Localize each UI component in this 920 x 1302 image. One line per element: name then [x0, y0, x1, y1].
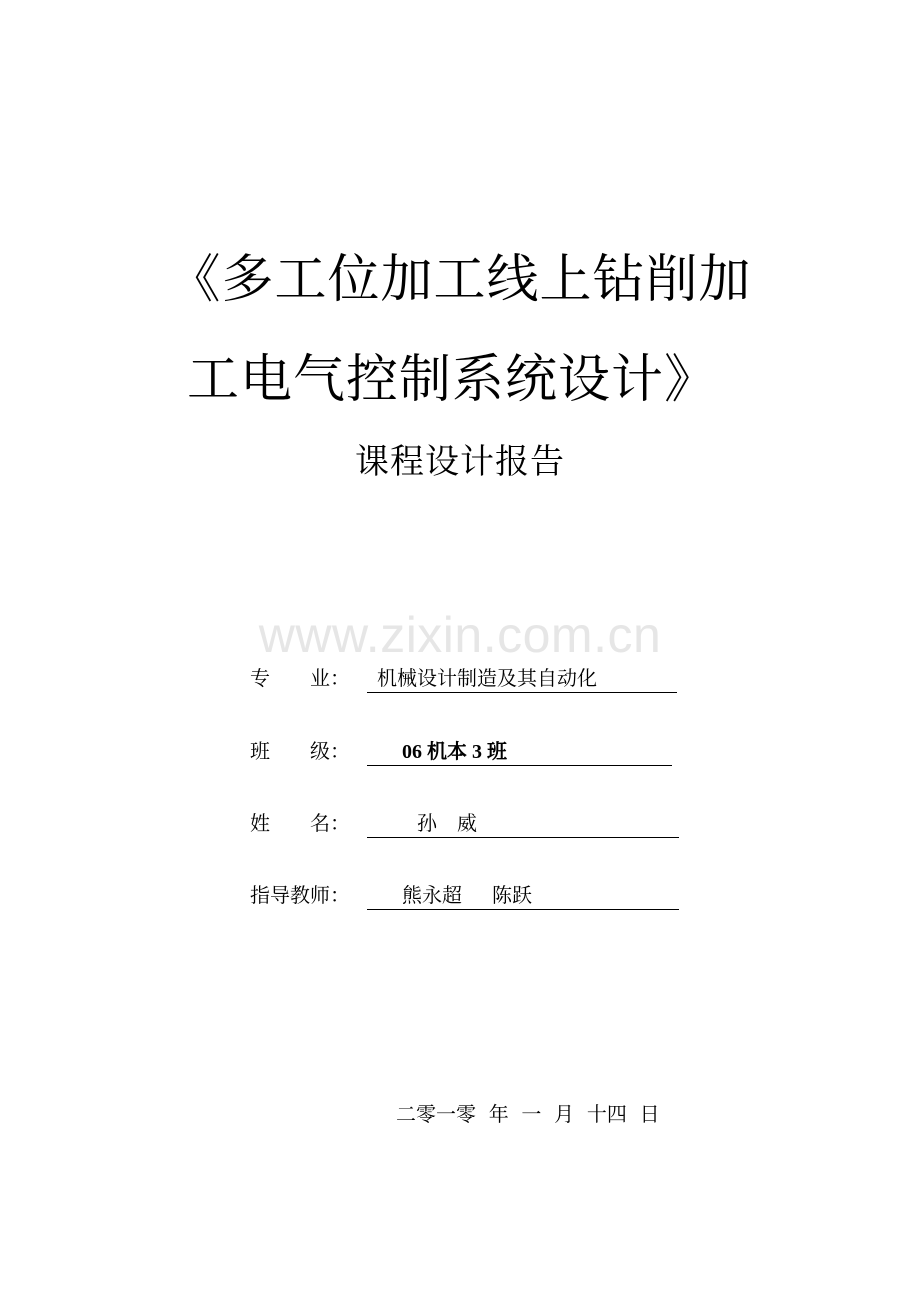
- document-title-line-1: 《多工位加工线上钻削加: [168, 250, 752, 310]
- major-label: 专 业：: [250, 668, 350, 690]
- field-row-advisor: [250, 881, 690, 911]
- class-label: 班 级：: [250, 741, 350, 763]
- field-row-name: [250, 809, 690, 839]
- field-row-major: [250, 664, 690, 694]
- field-row-class: [250, 737, 690, 767]
- report-date: 二零一零 年 一 月 十四 日: [396, 1102, 660, 1126]
- advisor-label: 指导教师：: [250, 885, 350, 907]
- name-value: 孙 威: [367, 809, 679, 838]
- document-subtitle: 课程设计报告: [355, 442, 565, 482]
- name-label: 姓 名：: [250, 813, 350, 835]
- advisor-value: 熊永超 陈跃: [367, 881, 679, 910]
- major-value: 机械设计制造及其自动化: [367, 664, 677, 693]
- class-value: 06 机本 3 班: [367, 737, 672, 766]
- watermark-text: www.zixin.com.cn: [258, 607, 662, 663]
- document-title-line-2: 工电气控制系统设计》: [186, 350, 717, 410]
